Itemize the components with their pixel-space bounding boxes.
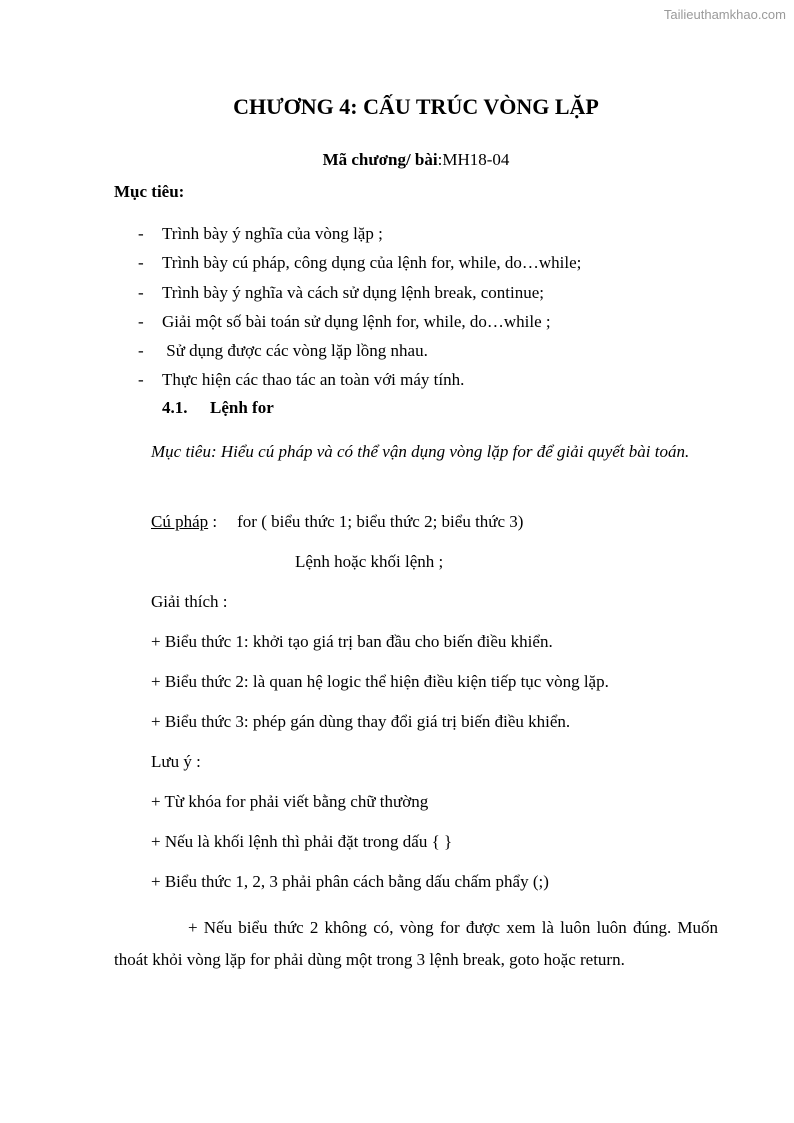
list-item	[114, 221, 718, 250]
explain-heading: Giải thích :	[151, 592, 228, 611]
syntax-expression: for ( biểu thức 1; biểu thức 2; biểu thức 3)	[237, 512, 524, 531]
note-item: + Nếu là khối lệnh thì phải đặt trong dấu { }	[151, 832, 453, 851]
list-item	[114, 309, 718, 338]
list-bullet: -	[138, 282, 144, 302]
syntax-line	[151, 512, 523, 532]
note-item: + Biểu thức 1, 2, 3 phải phân cách bằng dấu chấm phẩy (;)	[151, 872, 549, 891]
list-item-text: Trình bày ý nghĩa của vòng lặp ;	[162, 224, 383, 243]
list-item-text: Trình bày ý nghĩa và cách sử dụng lệnh break, continue;	[162, 282, 545, 302]
watermark: Tailieuthamkhao.com	[663, 7, 786, 22]
list-item	[114, 367, 718, 396]
list-bullet: -	[138, 341, 144, 361]
objectives-heading: Mục tiêu:	[114, 182, 185, 201]
explain-item: + Biểu thức 2: là quan hệ logic thể hiện điều kiện tiếp tục vòng lặp.	[151, 672, 609, 691]
section-heading	[162, 398, 274, 418]
note-item: + Từ khóa for phải viết bằng chữ thường	[151, 792, 429, 811]
chapter-code-value: :MH18-04	[437, 150, 510, 169]
final-note: + Nếu biểu thức 2 không có, vòng for được xem là luôn luôn đúng. Muốn thoát khỏi vòng lặp for phải dùng một trong 3 lệnh break, goto hoặc return.	[114, 918, 718, 969]
explain-item: + Biểu thức 3: phép gán dùng thay đổi giá trị biến điều khiển.	[151, 712, 571, 731]
list-item-text: Sử dụng được các vòng lặp lồng nhau.	[162, 341, 428, 361]
chapter-code-label: Mã chương/ bài	[322, 150, 438, 169]
list-bullet: -	[138, 311, 144, 331]
list-bullet: -	[138, 224, 144, 243]
section-title: Lệnh for	[210, 398, 274, 417]
list-item-text: Giải một số bài toán sử dụng lệnh for, while, do…while ;	[162, 311, 551, 331]
syntax-label: Cú pháp	[151, 512, 209, 531]
list-bullet: -	[138, 370, 144, 390]
syntax-statement: Lệnh hoặc khối lệnh ;	[295, 552, 444, 571]
objectives-list	[114, 221, 718, 397]
list-item-text: Trình bày cú pháp, công dụng của lệnh for, while, do…while;	[162, 253, 582, 273]
section-objective: Mục tiêu: Hiểu cú pháp và có thể vận dụng vòng lặp for để giải quyết bài toán.	[151, 442, 690, 461]
list-item	[114, 280, 718, 309]
note-heading: Lưu ý :	[151, 752, 201, 771]
list-item	[114, 250, 718, 279]
chapter-title: CHƯƠNG 4: CẤU TRÚC VÒNG LẶP	[233, 94, 599, 119]
explain-item: + Biểu thức 1: khởi tạo giá trị ban đầu cho biến điều khiển.	[151, 632, 553, 651]
list-item-text: Thực hiện các thao tác an toàn với máy tính.	[162, 370, 465, 390]
chapter-code	[114, 150, 718, 170]
section-number: 4.1.	[162, 398, 188, 417]
list-bullet: -	[138, 253, 144, 273]
list-item	[114, 338, 718, 367]
syntax-colon: :	[208, 512, 218, 531]
